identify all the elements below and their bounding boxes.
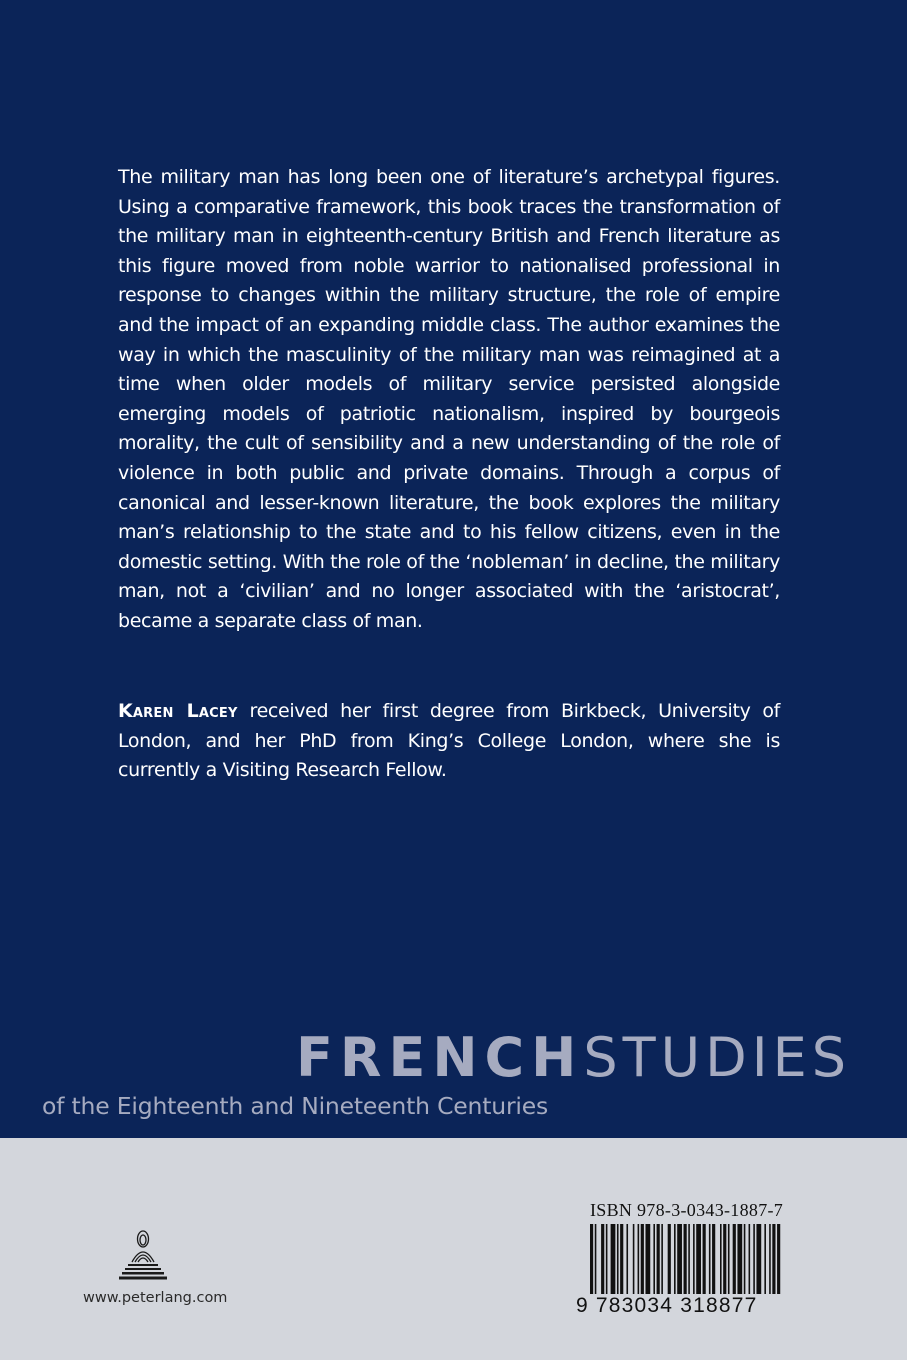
barcode-bar [638,1224,640,1294]
barcode-bar [720,1224,722,1294]
barcode-bar [733,1224,736,1294]
barcode-bar [684,1224,687,1294]
series-subtitle: of the Eighteenth and Nineteenth Centuries [42,1092,549,1120]
barcode-bar [703,1224,706,1294]
barcode-bar [764,1224,766,1294]
author-bio [118,697,780,786]
series-title-light: STUDIES [583,1026,852,1089]
book-blurb: The military man has long been one of literature’s archetypal figures. Using a comparative framework, this book traces the transformation of the military man in eighteenth-century British and French literature as this figure moved from noble warrior to nationalised professional in response to changes within the military structure, the role of empire and the impact of an expanding middle class. The author examines the way in which the masculinity of the military man was reimagined at a time when older models of military service persisted alongside emerging models of patriotic nationalism, inspired by bourgeois morality, the cult of sensibility and a new understanding of the role of violence in both public and private domains. Through a corpus of canonical and lesser-known literature, the book explores the military man’s relationship to the state and to his fellow citizens, even in the domestic setting. With the role of the ‘nobleman’ in decline, the military man, not a ‘civilian’ and no longer associated with the ‘aristocrat’, became a separate class of man. [118,166,780,632]
author-name: Karen Lacey [118,700,238,722]
barcode-bar [712,1224,715,1294]
barcode-bar [657,1224,660,1294]
barcode-bar [653,1224,655,1294]
barcode-bar [744,1224,746,1294]
barcode-bar [696,1224,701,1294]
barcode-bar [620,1224,623,1294]
barcode-digits: 9 783034 318877 [576,1294,758,1317]
barcode-bar [777,1224,780,1294]
barcode-bar [641,1224,644,1294]
series-title [296,1026,852,1089]
barcode-bar [749,1224,751,1294]
barcode-icon [590,1224,785,1294]
barcode-bar [753,1224,755,1294]
isbn-label: ISBN 978-3-0343-1887-7 [590,1200,784,1220]
barcode-bar [728,1224,730,1294]
barcode-bar [688,1224,690,1294]
barcode-bar [693,1224,695,1294]
barcode-bar [661,1224,663,1294]
author-bio-text: received her first degree from Birkbeck, University of London, and her PhD from King’s College London, where she is currently a Visiting Research Fellow. [118,700,780,782]
barcode-bar [590,1224,593,1294]
barcode-bar [645,1224,650,1294]
barcode-bar [668,1224,671,1294]
barcode-bar [737,1224,742,1294]
barcode-bar [595,1224,597,1294]
barcode-bar [601,1224,604,1294]
barcode-bar [674,1224,676,1294]
publisher-website[interactable]: www.peterlang.com [83,1290,228,1306]
barcode-bar [617,1224,619,1294]
barcode-bar [677,1224,682,1294]
barcode-bar [626,1224,628,1294]
series-title-bold: FRENCH [296,1026,584,1089]
barcode-bar [633,1224,635,1294]
barcode-bar [756,1224,761,1294]
peter-lang-logo-icon [112,1226,174,1288]
barcode-bar [769,1224,771,1294]
barcode-bar [606,1224,608,1294]
barcode-bar [611,1224,616,1294]
barcode-bar [709,1224,711,1294]
barcode-bar [772,1224,775,1294]
barcode-bar [723,1224,726,1294]
